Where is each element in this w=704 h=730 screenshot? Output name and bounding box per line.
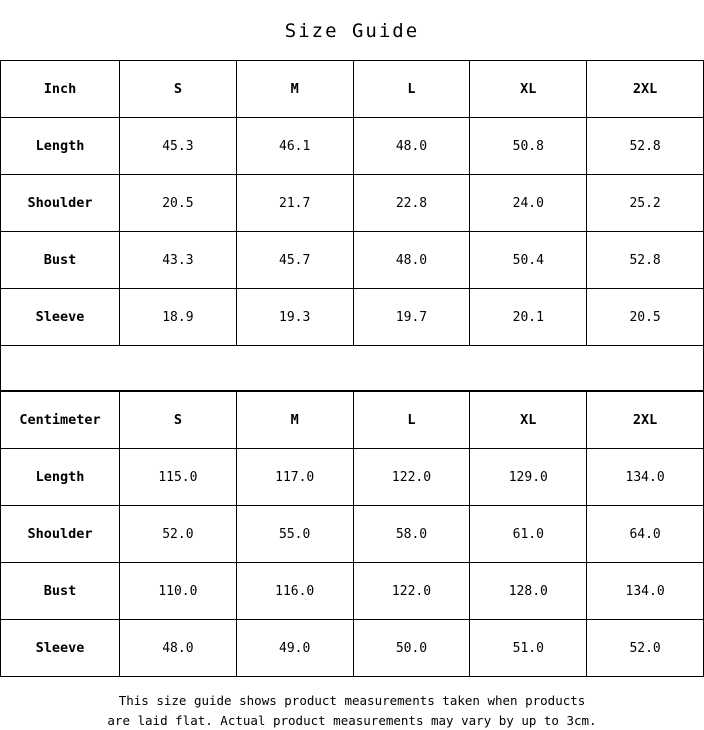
size-column-header-m: M xyxy=(236,61,353,118)
cell-value: 18.9 xyxy=(120,289,237,346)
cell-value: 45.3 xyxy=(120,118,237,175)
cell-value: 64.0 xyxy=(587,506,704,563)
measure-label-shoulder: Shoulder xyxy=(1,175,120,232)
cell-value: 129.0 xyxy=(470,449,587,506)
size-column-header-m: M xyxy=(236,392,353,449)
cell-value: 22.8 xyxy=(353,175,470,232)
measure-label-sleeve: Sleeve xyxy=(1,289,120,346)
inch-size-table xyxy=(0,60,704,346)
size-column-header-l: L xyxy=(353,392,470,449)
cell-value: 55.0 xyxy=(236,506,353,563)
table-separator xyxy=(0,346,704,391)
measure-label-length: Length xyxy=(1,118,120,175)
table-row xyxy=(1,289,704,346)
size-column-header-2xl: 2XL xyxy=(587,61,704,118)
cell-value: 134.0 xyxy=(587,449,704,506)
cell-value: 19.3 xyxy=(236,289,353,346)
cell-value: 49.0 xyxy=(236,620,353,677)
measure-label-bust: Bust xyxy=(1,563,120,620)
cell-value: 46.1 xyxy=(236,118,353,175)
table-row xyxy=(1,175,704,232)
table-row xyxy=(1,506,704,563)
table-header-row xyxy=(1,392,704,449)
table-row xyxy=(1,620,704,677)
cell-value: 20.5 xyxy=(587,289,704,346)
size-column-header-l: L xyxy=(353,61,470,118)
cell-value: 48.0 xyxy=(353,232,470,289)
cell-value: 122.0 xyxy=(353,563,470,620)
measure-label-length: Length xyxy=(1,449,120,506)
cell-value: 110.0 xyxy=(120,563,237,620)
cell-value: 50.0 xyxy=(353,620,470,677)
centimeter-table-wrapper xyxy=(0,391,704,677)
cell-value: 52.0 xyxy=(120,506,237,563)
cell-value: 58.0 xyxy=(353,506,470,563)
table-row xyxy=(1,232,704,289)
cell-value: 52.8 xyxy=(587,118,704,175)
cell-value: 115.0 xyxy=(120,449,237,506)
measure-label-sleeve: Sleeve xyxy=(1,620,120,677)
cell-value: 21.7 xyxy=(236,175,353,232)
cell-value: 52.8 xyxy=(587,232,704,289)
table-row xyxy=(1,563,704,620)
cell-value: 50.8 xyxy=(470,118,587,175)
cell-value: 117.0 xyxy=(236,449,353,506)
measure-label-bust: Bust xyxy=(1,232,120,289)
inch-table-wrapper xyxy=(0,60,704,346)
size-column-header-2xl: 2XL xyxy=(587,392,704,449)
size-column-header-xl: XL xyxy=(470,392,587,449)
cell-value: 48.0 xyxy=(353,118,470,175)
table-row xyxy=(1,449,704,506)
measure-label-shoulder: Shoulder xyxy=(1,506,120,563)
cell-value: 122.0 xyxy=(353,449,470,506)
cell-value: 50.4 xyxy=(470,232,587,289)
cell-value: 48.0 xyxy=(120,620,237,677)
page-title: Size Guide xyxy=(284,20,420,42)
cell-value: 134.0 xyxy=(587,563,704,620)
footnote-line-1: This size guide shows product measurements taken when products xyxy=(118,693,586,709)
size-column-header-s: S xyxy=(120,61,237,118)
table-row xyxy=(1,118,704,175)
size-column-header-xl: XL xyxy=(470,61,587,118)
cell-value: 45.7 xyxy=(236,232,353,289)
cell-value: 24.0 xyxy=(470,175,587,232)
cell-value: 61.0 xyxy=(470,506,587,563)
cell-value: 19.7 xyxy=(353,289,470,346)
table-header-row xyxy=(1,61,704,118)
cell-value: 25.2 xyxy=(587,175,704,232)
size-column-header-s: S xyxy=(120,392,237,449)
footnote-line-2: are laid flat. Actual product measurements may vary by up to 3cm. xyxy=(107,712,597,728)
centimeter-size-table xyxy=(0,391,704,677)
cell-value: 20.5 xyxy=(120,175,237,232)
cell-value: 20.1 xyxy=(470,289,587,346)
cell-value: 51.0 xyxy=(470,620,587,677)
size-guide-footnote xyxy=(0,677,704,730)
unit-label-inch: Inch xyxy=(1,61,120,118)
cell-value: 116.0 xyxy=(236,563,353,620)
cell-value: 52.0 xyxy=(587,620,704,677)
cell-value: 43.3 xyxy=(120,232,237,289)
cell-value: 128.0 xyxy=(470,563,587,620)
unit-label-centimeter: Centimeter xyxy=(1,392,120,449)
